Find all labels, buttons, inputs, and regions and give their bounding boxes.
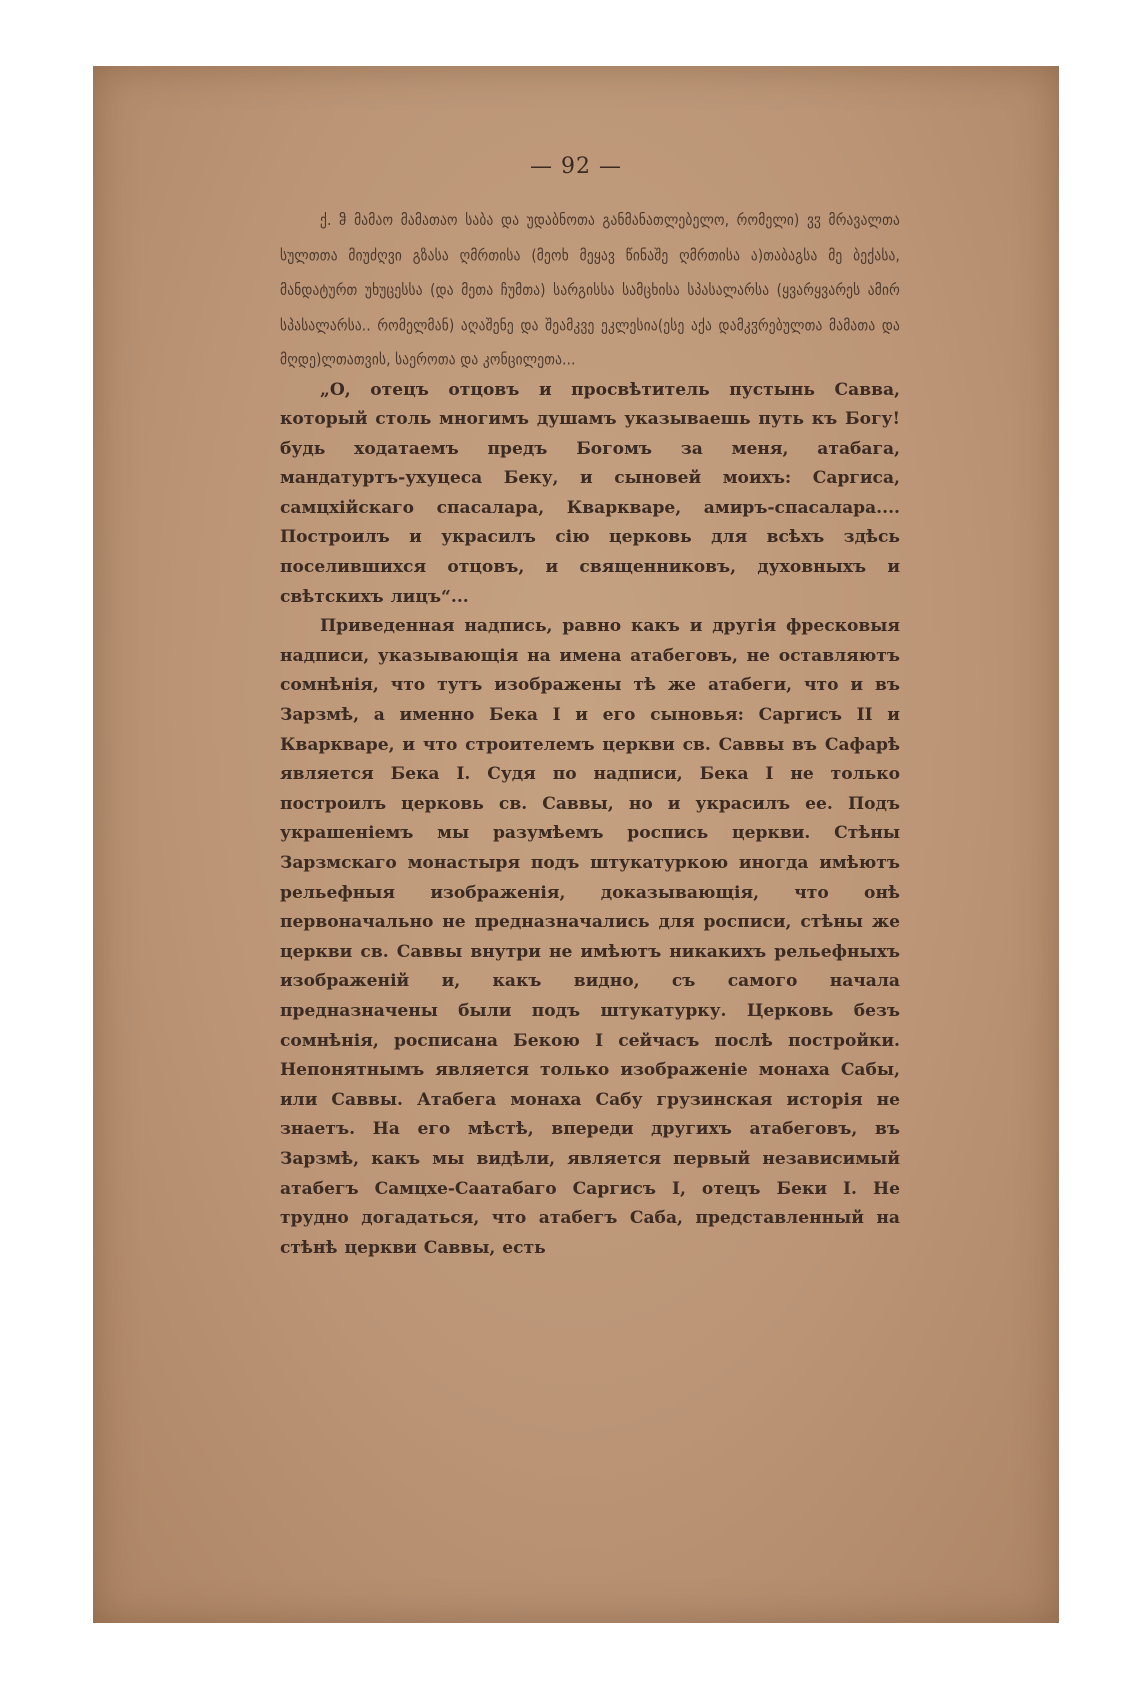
- paragraph-discussion: Приведенная надпись, равно какъ и другія фресковыя надписи, указывающія на имена атабеговъ, не оставляютъ сомнѣнія, что тутъ изображены тѣ же атабеги, что и въ Зарзмѣ, а именно Бека I и его сыновья: Саргисъ II и Кваркваре, и что строителемъ церкви св. Саввы въ Сафарѣ является Бека I. Судя по надписи, Бека I не только построилъ церковь св. Саввы, но и украсилъ ее. Подъ украшеніемъ мы разумѣемъ роспись церкви. Стѣны Зарзмскаго монастыря подъ штукатуркою иногда имѣютъ рельефныя изображенія, доказывающія, что онѣ первоначально не предназначались для росписи, стѣны же церкви св. Саввы внутри не имѣютъ никакихъ рельефныхъ изображеній и, какъ видно, съ самого начала предназначены были подъ штукатурку. Церковь безъ сомнѣнія, росписана Бекою I сейчасъ послѣ постройки. Непонятнымъ является только изображеніе монаха Сабы, или Саввы. Атабега монаха Сабу грузинская исторія не знаетъ. На его мѣстѣ, впереди другихъ атабеговъ, въ Зарзмѣ, какъ мы видѣли, является первый независимый атабегъ Самцхе-Саатабаго Саргисъ I, отецъ Беки I. Не трудно догадаться, что атабегъ Саба, представленный на стѣнѣ церкви Саввы, есть: [280, 616, 900, 1258]
- page-number: — 92 —: [530, 154, 622, 179]
- text-body: [280, 204, 900, 1263]
- book-page: [93, 66, 1059, 1623]
- paragraph-quote-translation: „О, отецъ отцовъ и просвѣтитель пустынь Савва, который столь многимъ душамъ указываешь путь къ Богу! будь ходатаемъ предъ Богомъ за меня, атабага, мандатуртъ-ухуцеса Беку, и сыновей моихъ: Саргиса, самцхійскаго спасалара, Кваркваре, амиръ-спасалара.... Построилъ и украсилъ сію церковь для всѣхъ здѣсь поселившихся отцовъ, и священниковъ, духовныхъ и свѣтскихъ лицъ“...: [280, 379, 900, 607]
- georgian-inscription: ქ. ჵ მამაო მამათაო საბა და უდაბნოთა განმანათლებელო, რომელი) ვჳ მრავალთა სულთთა მიუძღვი გზასა ღმრთისა (მეოხ მეყავ წინაშე ღმრთისა ა)თაბაგსა მე ბექასა, მანდატურთ უხუცესსა (და მეთა ჩუმთა) სარგისსა სამცხისა სპასალარსა (ყვარყვარეს ამირ სპასალარსა.. რომელმან) აღაშენე და შეამკვე ეკლესია(ესე აქა დამკჳრებულთა მამათა და მღდე)ლთათვის, საეროთა და კონცილეთა...: [280, 212, 900, 370]
